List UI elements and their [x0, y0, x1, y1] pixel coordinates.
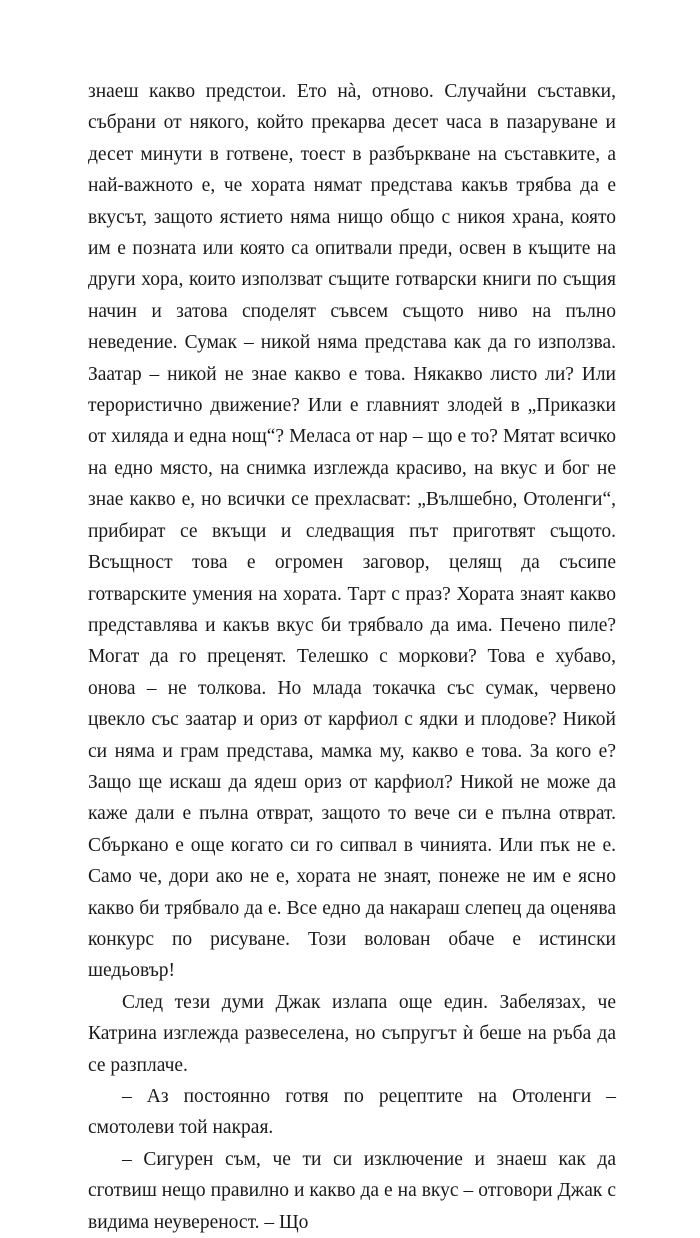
paragraph: – Аз постоянно готвя по рецептите на Отоленги – смотолеви той накрая.: [88, 1086, 616, 1139]
page-text: [88, 76, 616, 1238]
paragraph: След тези думи Джак излапа още един. Забелязах, че Катрина изглежда развеселена, но съпругът ѝ беше на ръба да се разплаче.: [88, 991, 616, 1076]
paragraph: – Сигурен съм, че ти си изключение и знаеш как да сготвиш нещо правилно и какво да е на вкус – отговори Джак с видима неувереност. – Що: [88, 1148, 616, 1233]
paragraph: знаеш какво предстои. Ето нà, отново. Случайни съставки, събрани от някого, който прекарва десет часа в пазаруване и десет минути в готвене, тоест в разбъркване на съставките, а най-важното е, че хората нямат представа какъв трябва да е вкусът, защото ястието няма нищо общо с никоя храна, която им е позната или която са опитвали преди, освен в къщите на други хора, които използват същите готварски книги по същия начин и затова споделят съвсем същото ниво на пълно неведение. Сумак – никой няма представа как да го използва. Заатар – никой не знае какво е това. Някакво листо ли? Или терористично движение? Или е главният злодей в „Приказки от хиляда и една нощ“? Меласа от нар – що е то? Мятат всичко на едно място, на снимка изглежда красиво, на вкус и бог не знае какво е, но всички се прехласват: „Вълшебно, Отоленги“, прибират се вкъщи и следващия път приготвят същото. Всъщност това е огромен заговор, целящ да съсипе готварските умения на хората. Тарт с праз? Хората знаят какво представлява и какъв вкус би трябвало да има. Печено пиле? Могат да го преценят. Телешко с моркови? Това е хубаво, онова – не толкова. Но млада токачка със сумак, червено цвекло със заатар и ориз от карфиол с ядки и плодове? Никой си няма и грам представа, мамка му, какво е това. За кого е? Защо ще искаш да ядеш ориз от карфиол? Никой не може да каже дали е пълна отврат, защото то вече си е пълна отврат. Сбъркано е още когато си го сипвал в чинията. Или пък не е. Само че, дори ако не е, хората не знаят, понеже не им е ясно какво би трябвало да е. Все едно да накараш слепец да оценява конкурс по рисуване. Този волован обаче е истински шедьовър!: [88, 81, 616, 982]
